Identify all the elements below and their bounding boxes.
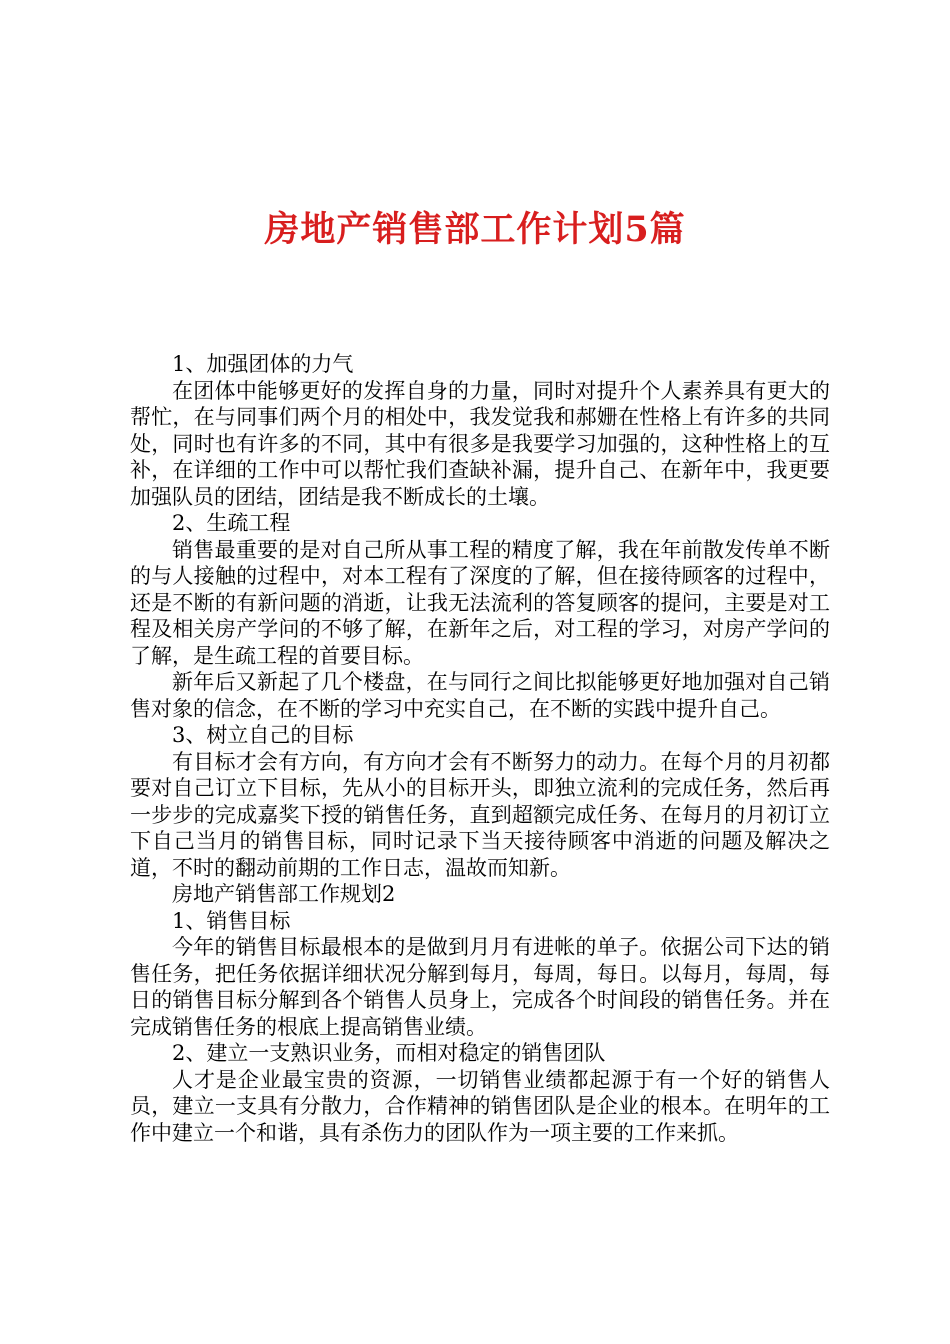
body-paragraph: 在团体中能够更好的发挥自身的力量，同时对提升个人素养具有更大的帮忙，在与同事们两个月的相处中，我发觉我和郝姗在性格上有许多的共同处，同时也有许多的不同，其中有很多是我要学习加强的，这种性格上的互补，在详细的工作中可以帮忙我们查缺补漏，提升自己、在新年中，我更要加强队员的团结，团结是我不断成长的土壤。 xyxy=(130,378,830,509)
section-heading: 2、生疏工程 xyxy=(172,511,291,535)
document-body xyxy=(130,351,830,1146)
section-heading: 1、销售目标 xyxy=(172,908,291,933)
section-heading: 1、加强团体的力气 xyxy=(172,352,354,376)
document-title: 房地产销售部工作计划5篇 xyxy=(264,209,686,250)
body-paragraph: 今年的销售目标最根本的是做到月月有进帐的单子。依据公司下达的销售任务，把任务依据详细状况分解到每月，每周，每日。以每月，每周，每日的销售目标分解到各个销售人员身上，完成各个时间段的销售任务。并在完成销售任务的根底上提高销售业绩。 xyxy=(130,935,830,1039)
section-heading: 2、建立一支熟识业务，而相对稳定的销售团队 xyxy=(172,1041,606,1065)
section-heading: 3、树立自己的目标 xyxy=(172,723,354,747)
section-heading: 房地产销售部工作规划2 xyxy=(172,882,396,906)
body-paragraph: 销售最重要的是对自己所从事工程的精度了解，我在年前散发传单不断的与人接触的过程中，对本工程有了深度的了解，但在接待顾客的过程中，还是不断的有新问题的消逝，让我无法流利的答复顾客的提问，主要是对工程及相关房产学问的不够了解，在新年之后，对工程的学习，对房产学问的了解，是生疏工程的首要目标。 xyxy=(130,537,830,668)
body-paragraph: 新年后又新起了几个楼盘，在与同行之间比拟能够更好地加强对自己销售对象的信念，在不断的学习中充实自己，在不断的实践中提升自己。 xyxy=(130,670,830,721)
body-paragraph: 人才是企业最宝贵的资源，一切销售业绩都起源于有一个好的销售人员，建立一支具有分散力，合作精神的销售团队是企业的根本。在明年的工作中建立一个和谐，具有杀伤力的团队作为一项主要的工作来抓。 xyxy=(130,1067,830,1145)
body-paragraph: 有目标才会有方向，有方向才会有不断努力的动力。在每个月的月初都要对自己订立下目标，先从小的目标开头，即独立流利的完成任务，然后再一步步的完成嘉奖下授的销售任务，直到超额完成任务、在每月的月初订立下自己当月的销售目标，同时记录下当天接待顾客中消逝的问题及解决之道，不时的翻动前期的工作日志，温故而知新。 xyxy=(130,749,830,880)
